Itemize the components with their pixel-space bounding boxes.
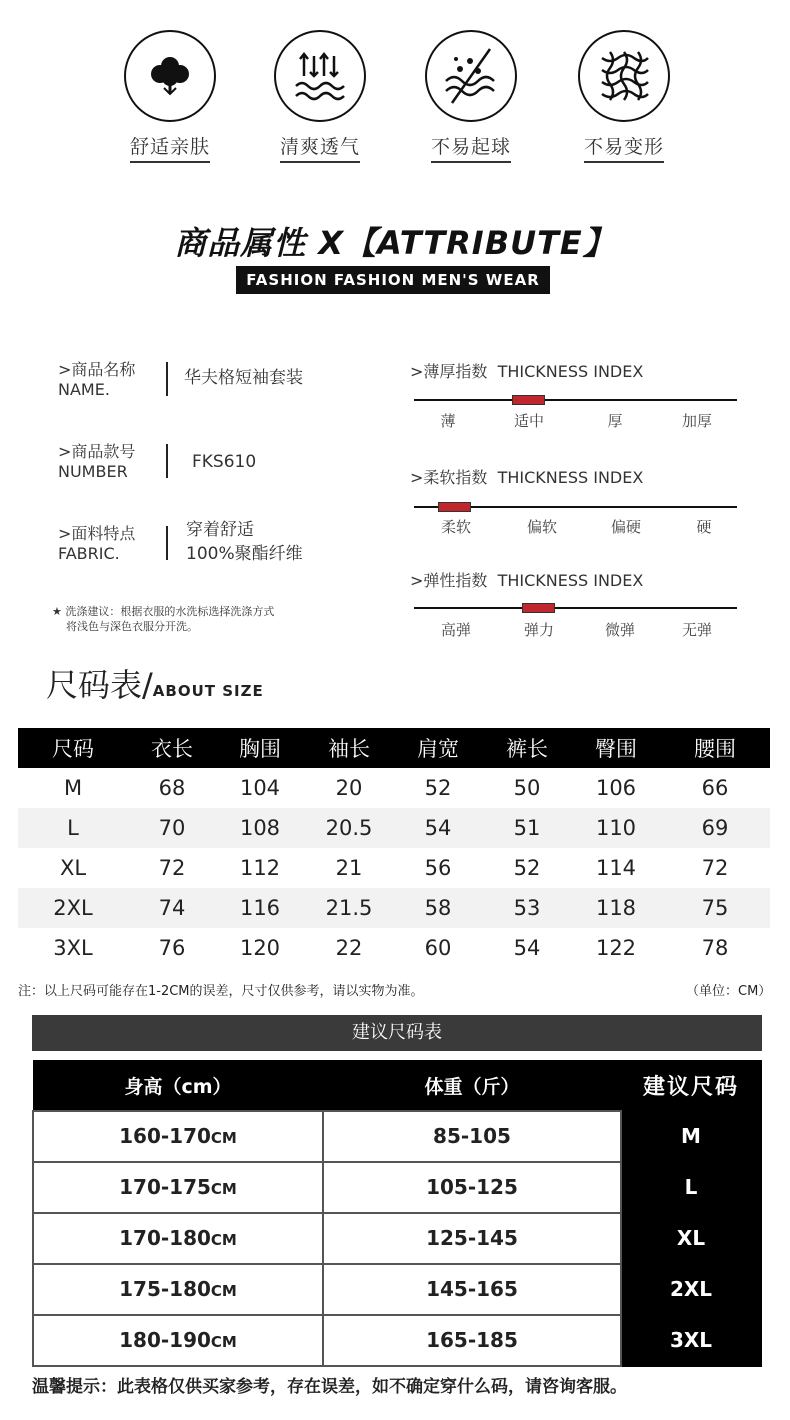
size-cell: M (621, 1111, 761, 1162)
wash-line-2: 将浅色与深色衣服分开洗。 (66, 620, 198, 633)
table-cell: 112 (239, 856, 281, 880)
col-header: 腰围 (660, 728, 770, 768)
table-cell: 118 (572, 888, 660, 928)
table-cell: 53 (482, 888, 572, 928)
table-cell: 72 (701, 856, 729, 880)
col-header: 袖长 (304, 728, 394, 768)
index-label: 高弹 (440, 621, 471, 639)
height-unit: CM (210, 1180, 237, 1198)
index-line (414, 607, 737, 609)
col-header: 胸围 (216, 728, 304, 768)
table-cell: XL (59, 856, 87, 880)
property-name-label (58, 360, 135, 400)
table-cell: 20 (335, 776, 363, 800)
height-unit: CM (210, 1129, 237, 1147)
table-cell: 110 (572, 808, 660, 848)
feature-label: 清爽透气 (280, 132, 360, 163)
height-value: 170-180 (119, 1226, 211, 1250)
breathable-icon (274, 30, 366, 122)
size-table (18, 728, 770, 968)
table-row (33, 1111, 761, 1162)
divider (166, 444, 168, 478)
table-cell: 60 (424, 936, 452, 960)
table-cell: 76 (158, 936, 186, 960)
table-cell: 104 (239, 776, 281, 800)
table-row (33, 1264, 761, 1315)
recommend-table (32, 1060, 762, 1367)
index-line (414, 399, 737, 401)
table-cell: 78 (701, 936, 729, 960)
index-label: 微弹 (604, 621, 635, 639)
size-chart-title (46, 660, 264, 706)
table-cell: 69 (660, 808, 770, 848)
weight-cell: 165-185 (323, 1315, 621, 1366)
label-cn: >商品名称 (58, 360, 136, 379)
table-cell: 2XL (18, 888, 128, 928)
property-fabric-value (186, 518, 303, 566)
height-value: 160-170 (119, 1124, 211, 1148)
col-header: 建议尺码 (621, 1061, 761, 1111)
height-cell (33, 1162, 323, 1213)
warm-tip: 温馨提示：此表格仅供买家参考，存在误差，如不确定穿什么码，请咨询客服。 (32, 1377, 627, 1397)
wash-line-1: ★ 洗涤建议：根据衣服的水洗标选择洗涤方式 (52, 605, 275, 618)
col-header: 臀围 (572, 728, 660, 768)
size-title-cn: 尺码表/ (46, 666, 153, 704)
height-value: 170-175 (119, 1175, 211, 1199)
index-label: 偏硬 (610, 518, 641, 536)
weight-cell: 145-165 (323, 1264, 621, 1315)
table-cell: 122 (595, 936, 637, 960)
table-cell: 70 (128, 808, 216, 848)
col-header: 体重（斤） (323, 1061, 621, 1111)
index-label: 薄 (440, 412, 456, 430)
table-row (33, 1162, 761, 1213)
table-row (18, 928, 770, 968)
height-cell (33, 1213, 323, 1264)
size-cell: 3XL (621, 1315, 761, 1366)
table-cell: 116 (216, 888, 304, 928)
table-row (18, 848, 770, 888)
feature-breathable (260, 30, 380, 163)
size-cell: 2XL (621, 1264, 761, 1315)
recommend-header (33, 1061, 761, 1111)
table-row (18, 808, 770, 848)
index-label: 弹力 (523, 621, 554, 639)
table-cell: 51 (482, 808, 572, 848)
fabric-line-1: 穿着舒适 (186, 520, 254, 540)
unit-note: （单位：CM） (686, 984, 772, 999)
table-cell: 54 (394, 808, 482, 848)
index-label: 偏软 (526, 518, 557, 536)
table-cell: 66 (701, 776, 729, 800)
attribute-subtitle: FASHION FASHION MEN'S WEAR (236, 266, 550, 294)
table-cell: 22 (335, 936, 363, 960)
table-cell: 21 (335, 856, 363, 880)
height-unit: CM (210, 1282, 237, 1300)
softness-index-title: >柔软指数 THICKNESS INDEX (410, 468, 644, 487)
label-en: NAME. (58, 380, 110, 399)
label-en: NUMBER (58, 462, 128, 481)
col-header: 肩宽 (394, 728, 482, 768)
table-row (18, 888, 770, 928)
property-number-label (58, 442, 135, 482)
index-marker (512, 395, 545, 405)
table-cell: 56 (424, 856, 452, 880)
height-cell (33, 1315, 323, 1366)
divider (166, 526, 168, 560)
table-cell: 72 (158, 856, 186, 880)
col-header: 衣长 (128, 728, 216, 768)
table-cell: 114 (595, 856, 637, 880)
feature-label: 不易起球 (431, 132, 511, 163)
table-cell: 74 (128, 888, 216, 928)
property-name-value: 华夫格短袖套装 (184, 368, 303, 388)
index-marker (522, 603, 555, 613)
size-cell: XL (621, 1213, 761, 1264)
height-value: 180-190 (119, 1328, 211, 1352)
no-pilling-icon (425, 30, 517, 122)
no-deform-icon (578, 30, 670, 122)
size-cell: L (621, 1162, 761, 1213)
size-note: 注：以上尺码可能存在1-2CM的误差，尺寸仅供参考，请以实物为准。 (18, 984, 424, 999)
col-header: 裤长 (482, 728, 572, 768)
feature-no-pilling (411, 30, 531, 163)
table-cell: 52 (424, 776, 452, 800)
feature-no-deform (564, 30, 684, 163)
height-unit: CM (210, 1231, 237, 1249)
recommend-title: 建议尺码表 (32, 1015, 762, 1051)
table-cell: 106 (595, 776, 637, 800)
divider (166, 362, 168, 396)
size-table-header (18, 728, 770, 768)
feature-label: 不易变形 (584, 132, 664, 163)
table-row (18, 768, 770, 808)
table-cell: 21.5 (304, 888, 394, 928)
property-fabric-label (58, 524, 135, 564)
weight-cell: 85-105 (323, 1111, 621, 1162)
height-value: 175-180 (119, 1277, 211, 1301)
index-label: 适中 (513, 412, 544, 430)
table-cell: L (18, 808, 128, 848)
weight-cell: 125-145 (323, 1213, 621, 1264)
fabric-line-2: 100%聚酯纤维 (186, 544, 303, 564)
wash-advice (52, 604, 274, 634)
elasticity-index-title: >弹性指数 THICKNESS INDEX (410, 571, 644, 590)
table-row (33, 1213, 761, 1264)
height-cell (33, 1111, 323, 1162)
table-row (33, 1315, 761, 1366)
index-label: 厚 (607, 412, 623, 430)
weight-cell: 105-125 (323, 1162, 621, 1213)
cotton-icon (124, 30, 216, 122)
feature-label: 舒适亲肤 (130, 132, 210, 163)
table-cell: 54 (513, 936, 541, 960)
index-label: 无弹 (681, 621, 712, 639)
label-en: FABRIC. (58, 544, 120, 563)
label-cn: >商品款号 (58, 442, 136, 461)
index-label: 硬 (696, 518, 712, 536)
index-label: 加厚 (681, 412, 712, 430)
height-unit: CM (210, 1333, 237, 1351)
table-cell: 50 (513, 776, 541, 800)
property-number-value: FKS610 (192, 452, 257, 472)
thickness-index-title: >薄厚指数 THICKNESS INDEX (410, 362, 644, 381)
attribute-title: 商品属性 X【ATTRIBUTE】 (174, 224, 616, 262)
table-cell: 68 (158, 776, 186, 800)
index-label: 柔软 (440, 518, 471, 536)
height-cell (33, 1264, 323, 1315)
feature-comfort (110, 30, 230, 163)
table-cell: 3XL (53, 936, 93, 960)
table-cell: 58 (394, 888, 482, 928)
col-header: 身高（cm） (33, 1061, 323, 1111)
col-header: 尺码 (18, 728, 128, 768)
table-cell: M (63, 776, 83, 800)
table-cell: 52 (513, 856, 541, 880)
table-cell: 75 (660, 888, 770, 928)
table-cell: 108 (216, 808, 304, 848)
index-marker (438, 502, 471, 512)
table-cell: 120 (239, 936, 281, 960)
table-cell: 20.5 (304, 808, 394, 848)
label-cn: >面料特点 (58, 524, 136, 543)
size-title-en: ABOUT SIZE (152, 682, 264, 700)
